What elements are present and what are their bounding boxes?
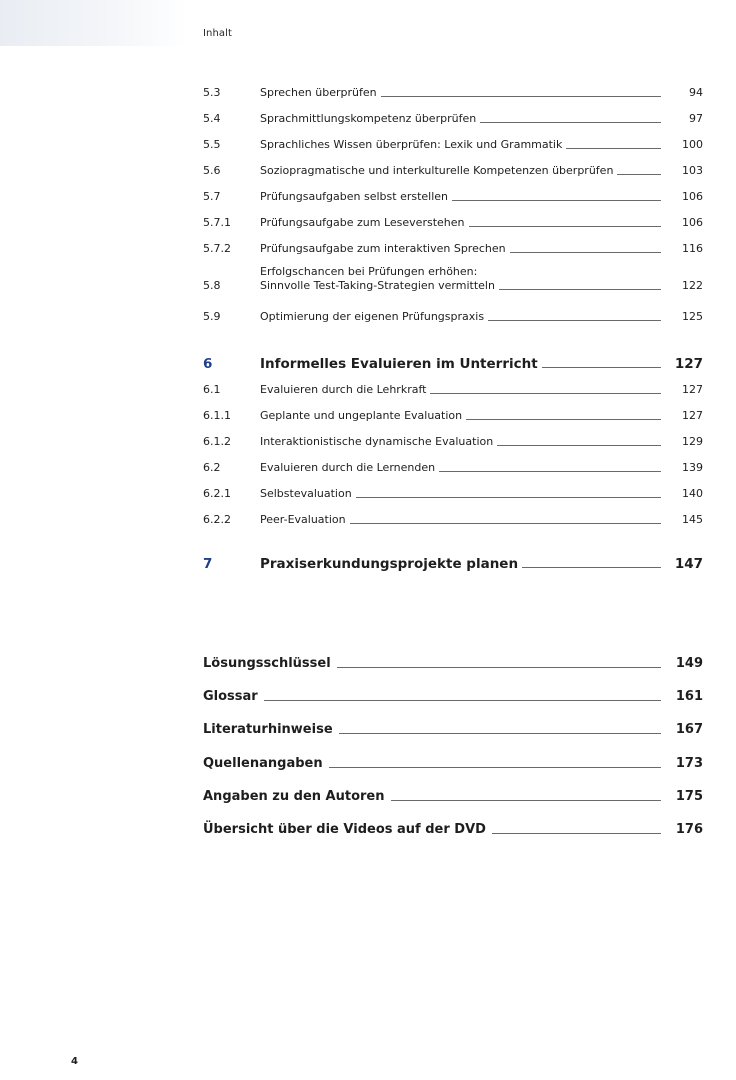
dotted-leader-line bbox=[497, 445, 661, 446]
toc-entry-page-number: 161 bbox=[675, 689, 703, 704]
toc-entry-number: 7 bbox=[203, 556, 213, 572]
dotted-leader-line bbox=[350, 523, 661, 524]
page-number: 4 bbox=[71, 1056, 78, 1067]
toc-entry[interactable] bbox=[203, 435, 703, 449]
toc-appendix-entry[interactable] bbox=[203, 756, 703, 772]
dotted-leader-line bbox=[329, 767, 661, 768]
toc-entry-page-number: 127 bbox=[682, 409, 703, 422]
dotted-leader-line bbox=[264, 700, 661, 701]
toc-entry-number: 5.7 bbox=[203, 190, 221, 203]
dotted-leader-line bbox=[522, 567, 661, 568]
toc-entry[interactable] bbox=[203, 86, 703, 100]
dotted-leader-line bbox=[337, 667, 661, 668]
toc-entry[interactable] bbox=[203, 242, 703, 256]
header-color-band bbox=[0, 0, 188, 46]
toc-entry-title: Informelles Evaluieren im Unterricht bbox=[260, 356, 538, 372]
toc-entry-page-number: 173 bbox=[675, 756, 703, 771]
toc-entry[interactable] bbox=[203, 310, 703, 324]
toc-entry-number: 5.4 bbox=[203, 112, 221, 125]
toc-entry[interactable] bbox=[203, 487, 703, 501]
toc-entry-number: 6.2.1 bbox=[203, 487, 231, 500]
toc-entry-page-number: 149 bbox=[675, 656, 703, 671]
toc-entry-title: Geplante und ungeplante Evaluation bbox=[260, 409, 463, 422]
toc-appendix-entry[interactable] bbox=[203, 722, 703, 738]
toc-entry-title: Prüfungsaufgabe zum interaktiven Sprechen bbox=[260, 242, 506, 255]
toc-entry-page-number: 116 bbox=[682, 242, 703, 255]
toc-entry-title: Evaluieren durch die Lehrkraft bbox=[260, 383, 427, 396]
toc-entry-title: Soziopragmatische und interkulturelle Kompetenzen überprüfen bbox=[260, 164, 614, 177]
toc-entry-title: Selbstevaluation bbox=[260, 487, 352, 500]
toc-entry-page-number: 97 bbox=[689, 112, 703, 125]
dotted-leader-line bbox=[452, 200, 661, 201]
toc-entry-number: 5.7.1 bbox=[203, 216, 231, 229]
toc-entry-title: Literaturhinweise bbox=[203, 722, 333, 737]
toc-entry-title: Praxiserkundungsprojekte planen bbox=[260, 556, 519, 572]
toc-entry-number: 6.1.2 bbox=[203, 435, 231, 448]
toc-entry-number: 6.2.2 bbox=[203, 513, 231, 526]
toc-entry[interactable] bbox=[203, 265, 703, 293]
dotted-leader-line bbox=[430, 393, 661, 394]
dotted-leader-line bbox=[499, 289, 661, 290]
toc-entry-page-number: 106 bbox=[682, 190, 703, 203]
dotted-leader-line bbox=[510, 252, 661, 253]
toc-appendix-entry[interactable] bbox=[203, 822, 703, 838]
dotted-leader-line bbox=[617, 174, 661, 175]
toc-entry-title: Sprechen überprüfen bbox=[260, 86, 377, 99]
toc-entry-title: Glossar bbox=[203, 689, 258, 704]
toc-entry-title: Peer-Evaluation bbox=[260, 513, 346, 526]
toc-entry[interactable] bbox=[203, 112, 703, 126]
dotted-leader-line bbox=[391, 800, 662, 801]
toc-entry-number: 5.6 bbox=[203, 164, 221, 177]
dotted-leader-line bbox=[480, 122, 661, 123]
toc-entry[interactable] bbox=[203, 383, 703, 397]
dotted-leader-line bbox=[381, 96, 661, 97]
toc-entry-number: 5.7.2 bbox=[203, 242, 231, 255]
toc-entry-page-number: 176 bbox=[675, 822, 703, 837]
toc-entry-title: Erfolgschancen bei Prüfungen erhöhen: Sinnvolle Test-Taking-Strategien vermitteln bbox=[260, 265, 495, 292]
dotted-leader-line bbox=[488, 320, 661, 321]
toc-entry[interactable] bbox=[203, 513, 703, 527]
toc-entry-page-number: 94 bbox=[689, 86, 703, 99]
toc-entry-title: Optimierung der eigenen Prüfungspraxis bbox=[260, 310, 485, 323]
toc-chapter-entry[interactable] bbox=[203, 356, 703, 372]
toc-entry-page-number: 167 bbox=[675, 722, 703, 737]
toc-entry-page-number: 175 bbox=[675, 789, 703, 804]
dotted-leader-line bbox=[469, 226, 662, 227]
toc-entry-page-number: 147 bbox=[674, 556, 703, 572]
toc-appendix-entry[interactable] bbox=[203, 689, 703, 705]
toc-entry-title: Evaluieren durch die Lernenden bbox=[260, 461, 436, 474]
toc-entry-page-number: 145 bbox=[682, 513, 703, 526]
toc-entry-page-number: 106 bbox=[682, 216, 703, 229]
toc-entry-number: 6.1.1 bbox=[203, 409, 231, 422]
toc-entry-page-number: 127 bbox=[674, 356, 703, 372]
dotted-leader-line bbox=[492, 833, 661, 834]
toc-entry[interactable] bbox=[203, 164, 703, 178]
dotted-leader-line bbox=[566, 148, 661, 149]
toc-entry[interactable] bbox=[203, 190, 703, 204]
toc-entry-number: 5.3 bbox=[203, 86, 221, 99]
toc-entry-page-number: 140 bbox=[682, 487, 703, 500]
dotted-leader-line bbox=[439, 471, 661, 472]
dotted-leader-line bbox=[466, 419, 661, 420]
toc-appendix-entry[interactable] bbox=[203, 789, 703, 805]
toc-entry-title: Sprachliches Wissen überprüfen: Lexik und Grammatik bbox=[260, 138, 563, 151]
toc-entry-title: Sprachmittlungskompetenz überprüfen bbox=[260, 112, 477, 125]
toc-entry-title: Prüfungsaufgabe zum Leseverstehen bbox=[260, 216, 465, 229]
toc-entry-page-number: 129 bbox=[682, 435, 703, 448]
dotted-leader-line bbox=[356, 497, 661, 498]
toc-entry[interactable] bbox=[203, 216, 703, 230]
toc-entry-title: Interaktionistische dynamische Evaluation bbox=[260, 435, 494, 448]
toc-entry-page-number: 122 bbox=[682, 279, 703, 292]
toc-entry-page-number: 127 bbox=[682, 383, 703, 396]
running-head: Inhalt bbox=[203, 28, 233, 39]
toc-entry-title: Angaben zu den Autoren bbox=[203, 789, 385, 804]
toc-appendix-entry[interactable] bbox=[203, 656, 703, 672]
toc-entry-title: Lösungsschlüssel bbox=[203, 656, 331, 671]
dotted-leader-line bbox=[339, 733, 661, 734]
toc-entry-page-number: 100 bbox=[682, 138, 703, 151]
toc-entry-number: 5.5 bbox=[203, 138, 221, 151]
toc-entry-number: 6.2 bbox=[203, 461, 221, 474]
toc-entry-title: Quellenangaben bbox=[203, 756, 323, 771]
toc-entry-number: 6 bbox=[203, 356, 213, 372]
toc-chapter-entry[interactable] bbox=[203, 556, 703, 572]
toc-entry-number: 5.8 bbox=[203, 279, 221, 292]
toc-entry-page-number: 103 bbox=[682, 164, 703, 177]
toc-entry-title: Übersicht über die Videos auf der DVD bbox=[203, 822, 486, 837]
toc-entry-page-number: 139 bbox=[682, 461, 703, 474]
toc-entry-number: 6.1 bbox=[203, 383, 221, 396]
toc-entry-number: 5.9 bbox=[203, 310, 221, 323]
toc-entry-page-number: 125 bbox=[682, 310, 703, 323]
toc-entry[interactable] bbox=[203, 461, 703, 475]
toc-entry[interactable] bbox=[203, 409, 703, 423]
toc-entry-title: Prüfungsaufgaben selbst erstellen bbox=[260, 190, 449, 203]
dotted-leader-line bbox=[542, 367, 661, 368]
toc-entry[interactable] bbox=[203, 138, 703, 152]
